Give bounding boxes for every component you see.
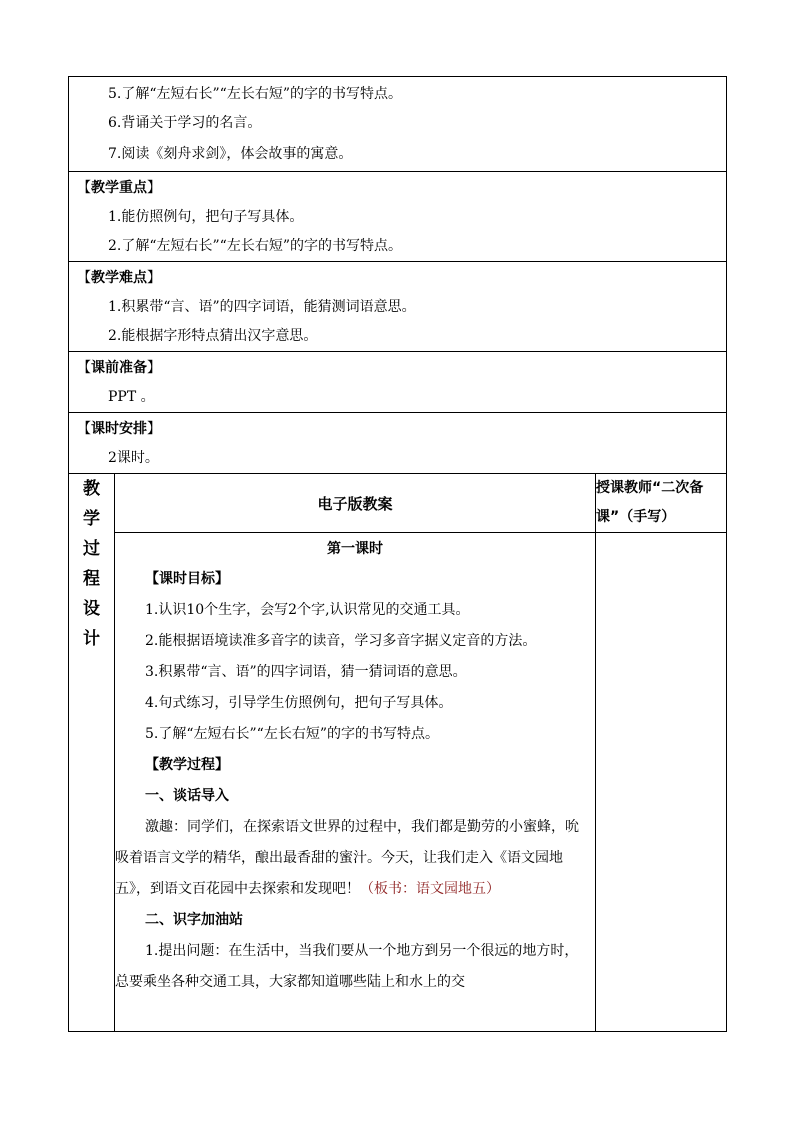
intro-paragraph	[115, 812, 595, 905]
key-point-item: 2.了解“左短右长”“左长右短”的字的书写特点。	[108, 238, 402, 254]
goal-item: 2.能根据语境读准多音字的读音，学习多音字据义定音的方法。	[145, 633, 537, 649]
goal-item: 3.积累带“言、语”的四字词语，猜一猜词语的意思。	[145, 664, 467, 680]
process-label-char: 教	[83, 479, 100, 499]
teacher-note-cell[interactable]	[596, 533, 727, 1032]
difficult-points-row	[69, 262, 727, 352]
period-title: 第一课时	[327, 541, 383, 557]
board-note: （板书：语文园地五）	[360, 881, 500, 897]
objective-item: 6.背诵关于学习的名言。	[108, 115, 262, 131]
key-point-item: 1.能仿照例句，把句子写具体。	[108, 209, 304, 225]
preparation-item: PPT 。	[108, 389, 155, 405]
main-column-header: 电子版教案	[115, 474, 596, 533]
process-label-char: 过	[83, 539, 100, 559]
process-content-row	[69, 533, 727, 1032]
difficult-point-item: 2.能根据字形特点猜出汉字意思。	[108, 328, 318, 344]
schedule-row	[69, 413, 727, 474]
objective-item: 5.了解“左短右长”“左长右短”的字的书写特点。	[108, 86, 402, 102]
process-label-char: 设	[83, 599, 100, 619]
goal-item: 4.句式练习，引导学生仿照例句，把句子写具体。	[145, 695, 453, 711]
section-heading: 【教学难点】	[77, 270, 161, 286]
goals-heading: 【课时目标】	[145, 571, 229, 587]
process-label-char: 学	[83, 509, 100, 529]
process-header-row	[69, 474, 727, 533]
process-label-char: 程	[83, 569, 100, 589]
main-content-cell	[115, 533, 596, 1032]
schedule-item: 2课时。	[108, 450, 159, 466]
section-heading: 【课时安排】	[77, 421, 161, 437]
objective-item: 7.阅读《刻舟求剑》，体会故事的寓意。	[108, 146, 353, 162]
objectives-row	[69, 77, 727, 172]
section-title: 二、识字加油站	[145, 912, 243, 928]
preparation-row	[69, 352, 727, 413]
process-heading: 【教学过程】	[145, 757, 229, 773]
section-title: 一、谈话导入	[145, 788, 229, 804]
process-label-char: 计	[83, 629, 100, 649]
question-paragraph: 1.提出问题：在生活中，当我们要从一个地方到另一个很远的地方时，总要乘坐各种交通工具，大家都知道哪些陆上和水上的交	[115, 943, 579, 990]
process-label	[69, 474, 115, 1032]
intro-text: 激趣：同学们，在探索语文世界的过程中，我们都是勤劳的小蜜蜂，吮吸着语言文学的精华，酿出最香甜的蜜汁。今天，让我们走入《语文园地五》，到语文百花园中去探索和发现吧！	[115, 819, 579, 897]
section-heading: 【课前准备】	[77, 360, 161, 376]
key-points-row	[69, 172, 727, 262]
teacher-note-header: 授课教师“二次备课”（手写）	[596, 474, 727, 533]
lesson-plan-table	[68, 76, 727, 1032]
difficult-point-item: 1.积累带“言、语”的四字词语，能猜测词语意思。	[108, 299, 416, 315]
section-heading: 【教学重点】	[77, 180, 161, 196]
goal-item: 1.认识10个生字，会写2个字,认识常见的交通工具。	[145, 602, 470, 618]
goal-item: 5.了解“左短右长”“左长右短”的字的书写特点。	[145, 726, 439, 742]
